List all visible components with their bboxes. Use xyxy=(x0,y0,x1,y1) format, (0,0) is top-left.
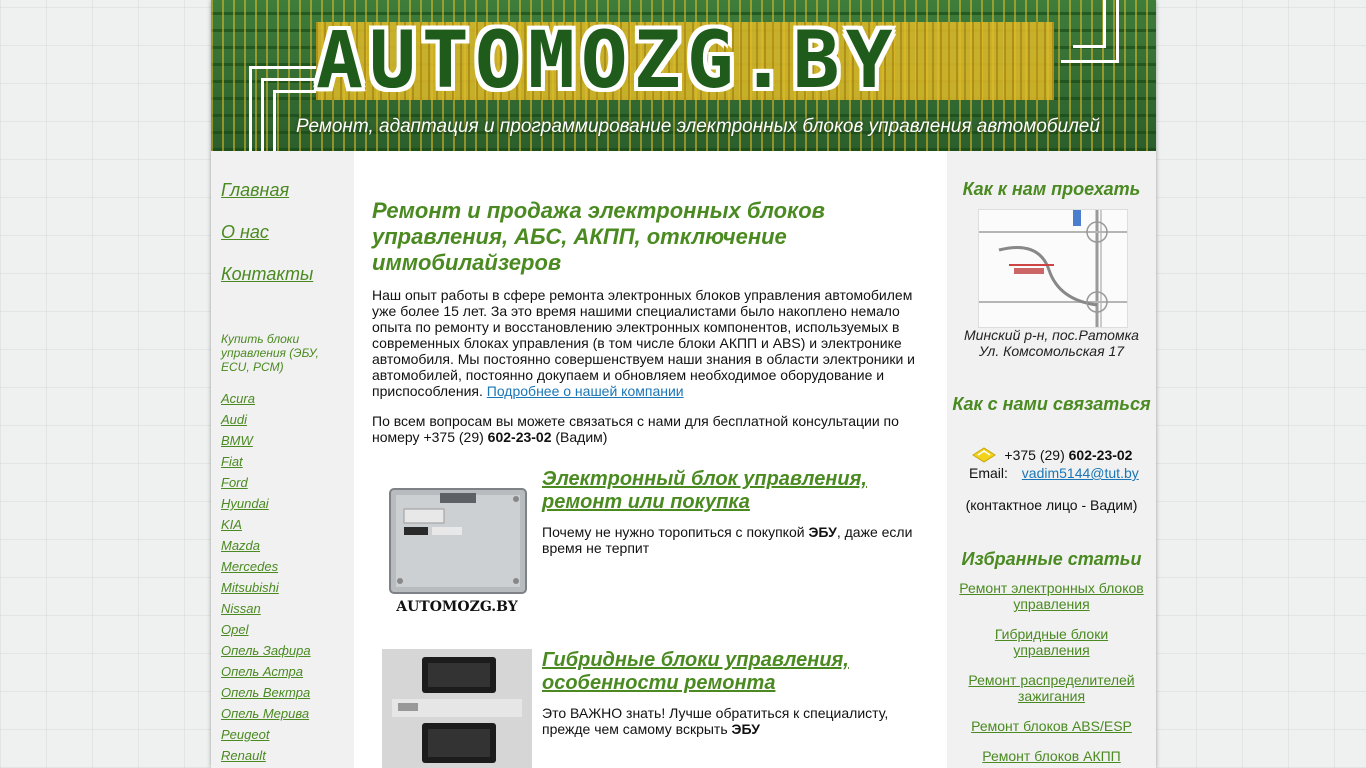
brand-link[interactable]: Audi xyxy=(221,412,248,427)
email-link[interactable]: vadim5144@tut.by xyxy=(1021,465,1139,481)
main-content xyxy=(354,151,947,768)
nav-link-home[interactable]: Главная xyxy=(221,180,290,200)
location-map[interactable] xyxy=(978,209,1128,328)
buy-blocks-label: Купить блоки управления (ЭБУ, ECU, PCM) xyxy=(221,332,319,374)
featured-article-link[interactable]: Ремонт электронных блоков управления xyxy=(959,580,1144,612)
page-title: Ремонт и продажа электронных блоков управления, АБС, АКПП, отключение иммобилайзеров xyxy=(372,198,825,275)
brand-link[interactable]: Opel xyxy=(221,622,249,637)
featured-article-link[interactable]: Ремонт распределителей зажигания xyxy=(968,672,1135,704)
article-desc xyxy=(542,524,922,556)
phone-row xyxy=(947,447,1156,466)
contact-phone: 602-23-02 xyxy=(487,429,552,445)
featured-articles-heading: Избранные статьи xyxy=(961,549,1142,569)
article-title-hybrid-blocks[interactable]: Гибридные блоки управления, особенности ремонта xyxy=(542,649,849,694)
contact-heading: Как с нами связаться xyxy=(952,394,1151,414)
phone-number: 602-23-02 xyxy=(1068,447,1133,464)
site-logo[interactable]: AUTOMOZG.BY xyxy=(316,16,899,106)
brand-link[interactable]: Nissan xyxy=(221,601,261,616)
about-company-link[interactable]: Подробнее о нашей компании xyxy=(486,383,684,399)
intro-paragraph xyxy=(372,287,928,399)
brand-link[interactable]: Опель Мерива xyxy=(221,706,310,721)
contact-person: (контактное лицо - Вадим) xyxy=(965,497,1138,513)
right-sidebar xyxy=(947,151,1156,768)
left-sidebar xyxy=(211,151,354,768)
hybrid-ecu-image[interactable] xyxy=(382,649,532,768)
ecu-image[interactable] xyxy=(382,469,532,619)
featured-article-link[interactable]: Гибридные блоки управления xyxy=(994,626,1109,658)
address xyxy=(947,327,1156,359)
brand-link[interactable]: Опель Зафира xyxy=(221,643,311,658)
contact-text: По всем вопросам вы можете связаться с нами для бесплатной консультации по номеру +375 (29) xyxy=(372,413,899,445)
contact-paragraph xyxy=(372,413,928,445)
address-line: Ул. Комсомольская 17 xyxy=(978,343,1125,359)
email-label: Email: xyxy=(969,465,1008,481)
article-desc-bold: ЭБУ xyxy=(808,524,837,540)
brand-link[interactable]: Mazda xyxy=(221,538,261,553)
brand-link[interactable]: Mitsubishi xyxy=(221,580,279,595)
brand-link[interactable]: Опель Вектра xyxy=(221,685,311,700)
brand-link[interactable]: Acura xyxy=(221,391,255,406)
brand-link[interactable]: Hyundai xyxy=(221,496,269,511)
article-title-ecu-repair[interactable]: Электронный блок управления, ремонт или покупка xyxy=(542,468,867,513)
brand-link[interactable]: Fiat xyxy=(221,454,243,469)
nav-link-contacts[interactable]: Контакты xyxy=(221,264,314,284)
article-desc-text: Это ВАЖНО знать! Лучше обратиться к специалисту, прежде чем самому вскрыть xyxy=(542,705,889,737)
brand-link[interactable]: Renault xyxy=(221,748,266,763)
brand-link[interactable]: Mercedes xyxy=(221,559,279,574)
featured-article-link[interactable]: Ремонт блоков ABS/ESP xyxy=(971,718,1132,734)
ecu-image-caption: AUTOMOZG.BY xyxy=(396,599,518,615)
directions-heading: Как к нам проехать xyxy=(962,179,1141,199)
phone-operator-icon xyxy=(971,447,997,466)
brand-link[interactable]: KIA xyxy=(221,517,242,532)
brand-link[interactable]: BMW xyxy=(221,433,253,448)
intro-text: Наш опыт работы в сфере ремонта электронных блоков управления автомобилем уже более 15 лет. За это время нашими специалистами было накоплено немало опыта по ремонту и восстановлению электронных компонентов, используемых в современных блоках управления (в том числе блоки АКПП и ABS) и электронике автомобиля. Мы постоянно совершенствуем наши знания в области электроники и автомобилей, постоянно докупаем и обновляем необходимое оборудование и приспособления. xyxy=(372,287,915,399)
article-desc xyxy=(542,705,922,737)
featured-article-link[interactable]: Ремонт блоков АКПП xyxy=(982,748,1121,764)
article-desc-text: Почему не нужно торопиться с покупкой xyxy=(542,524,805,540)
address-line: Минский р-н, пос.Ратомка xyxy=(964,327,1139,343)
contact-person: (Вадим) xyxy=(555,429,608,445)
nav-link-about[interactable]: О нас xyxy=(221,222,269,242)
brand-link[interactable]: Ford xyxy=(221,475,248,490)
email-row xyxy=(969,465,1139,481)
site-tagline: Ремонт, адаптация и программирование электронных блоков управления автомобилей xyxy=(296,116,1100,137)
article-desc-text: , даже если время не терпит xyxy=(542,524,913,556)
article-desc-bold: ЭБУ xyxy=(731,721,760,737)
page xyxy=(211,0,1156,768)
brand-link[interactable]: Peugeot xyxy=(221,727,270,742)
phone-prefix: +375 (29) xyxy=(1004,447,1065,464)
site-header xyxy=(211,0,1156,151)
brand-link[interactable]: Опель Астра xyxy=(221,664,304,679)
